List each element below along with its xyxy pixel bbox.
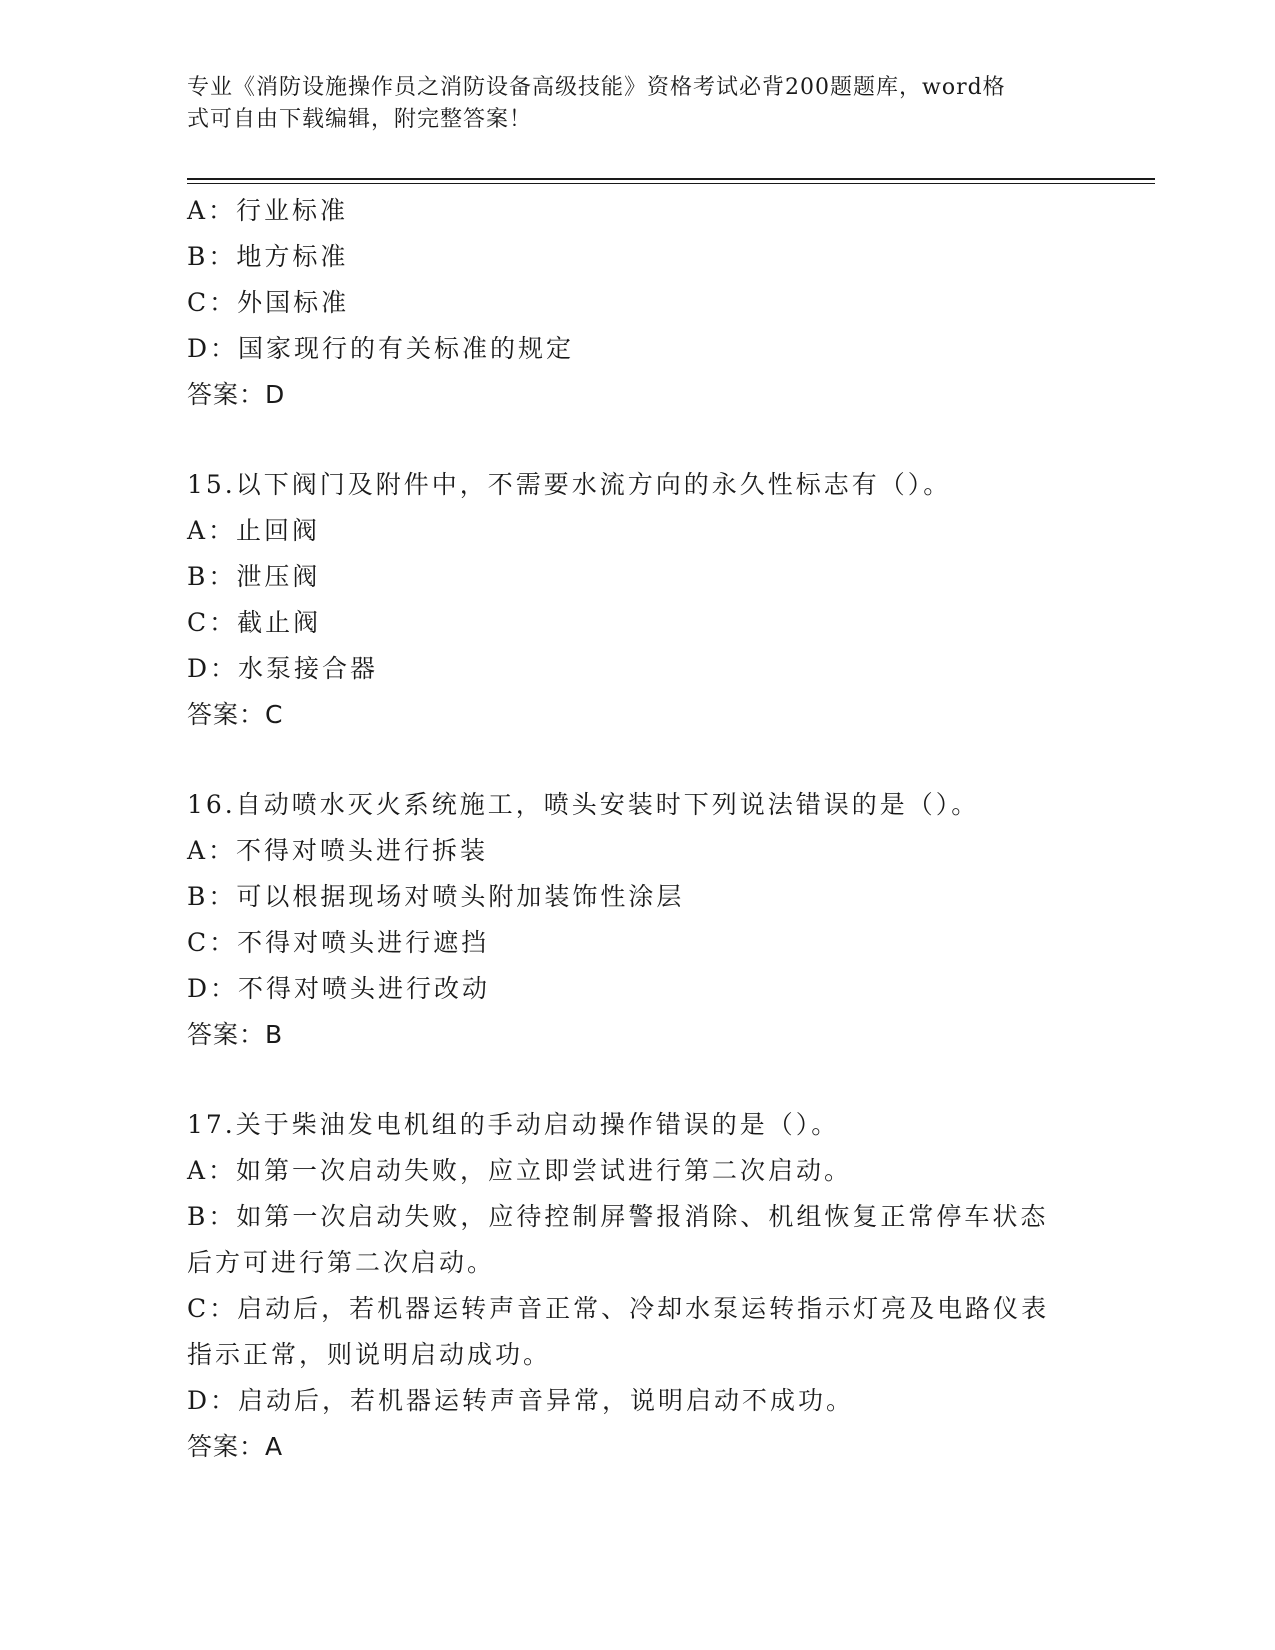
prev-question-block [187, 188, 1087, 418]
option-b: B：泄压阀 [187, 562, 321, 591]
option-a: A：不得对喷头进行拆装 [187, 836, 489, 865]
question-content [187, 188, 1087, 1470]
header-rule-thick [187, 178, 1155, 180]
header-line-2: 式可自由下载编辑，附完整答案！ [187, 107, 533, 132]
answer-line: 答案：A [187, 1432, 284, 1461]
document-header [187, 72, 1087, 136]
option-b: B：如第一次启动失败，应待控制屏警报消除、机组恢复正常停车状态 [187, 1202, 1049, 1231]
option-d: D：国家现行的有关标准的规定 [187, 334, 575, 363]
option-c: C：启动后，若机器运转声音正常、冷却水泵运转指示灯亮及电路仪表 [187, 1294, 1050, 1323]
option-a: A：止回阀 [187, 516, 321, 545]
question-16-block [187, 782, 1087, 1058]
option-c: C：截止阀 [187, 608, 322, 637]
option-c: C：外国标准 [187, 288, 350, 317]
question-15-block [187, 462, 1087, 738]
question-title: 16.自动喷水灭火系统施工，喷头安装时下列说法错误的是（）。 [187, 790, 980, 819]
question-17-block [187, 1102, 1087, 1470]
answer-line: 答案：C [187, 700, 284, 729]
header-rule-thin [187, 183, 1155, 184]
option-b-continued: 后方可进行第二次启动。 [187, 1248, 496, 1277]
option-b: B：可以根据现场对喷头附加装饰性涂层 [187, 882, 685, 911]
option-b: B：地方标准 [187, 242, 349, 271]
question-title: 15.以下阀门及附件中，不需要水流方向的永久性标志有（）。 [187, 470, 952, 499]
option-a: A：行业标准 [187, 196, 349, 225]
header-line-1: 专业《消防设施操作员之消防设备高级技能》资格考试必背200题题库，word格 [187, 75, 1006, 100]
question-title: 17.关于柴油发电机组的手动启动操作错误的是（）。 [187, 1110, 840, 1139]
option-d: D：启动后，若机器运转声音异常，说明启动不成功。 [187, 1386, 855, 1415]
option-c-continued: 指示正常，则说明启动成功。 [187, 1340, 552, 1369]
option-c: C：不得对喷头进行遮挡 [187, 928, 490, 957]
option-a: A：如第一次启动失败，应立即尝试进行第二次启动。 [187, 1156, 853, 1185]
option-d: D：水泵接合器 [187, 654, 379, 683]
answer-line: 答案：B [187, 1020, 284, 1049]
option-d: D：不得对喷头进行改动 [187, 974, 491, 1003]
answer-line: 答案：D [187, 380, 286, 409]
